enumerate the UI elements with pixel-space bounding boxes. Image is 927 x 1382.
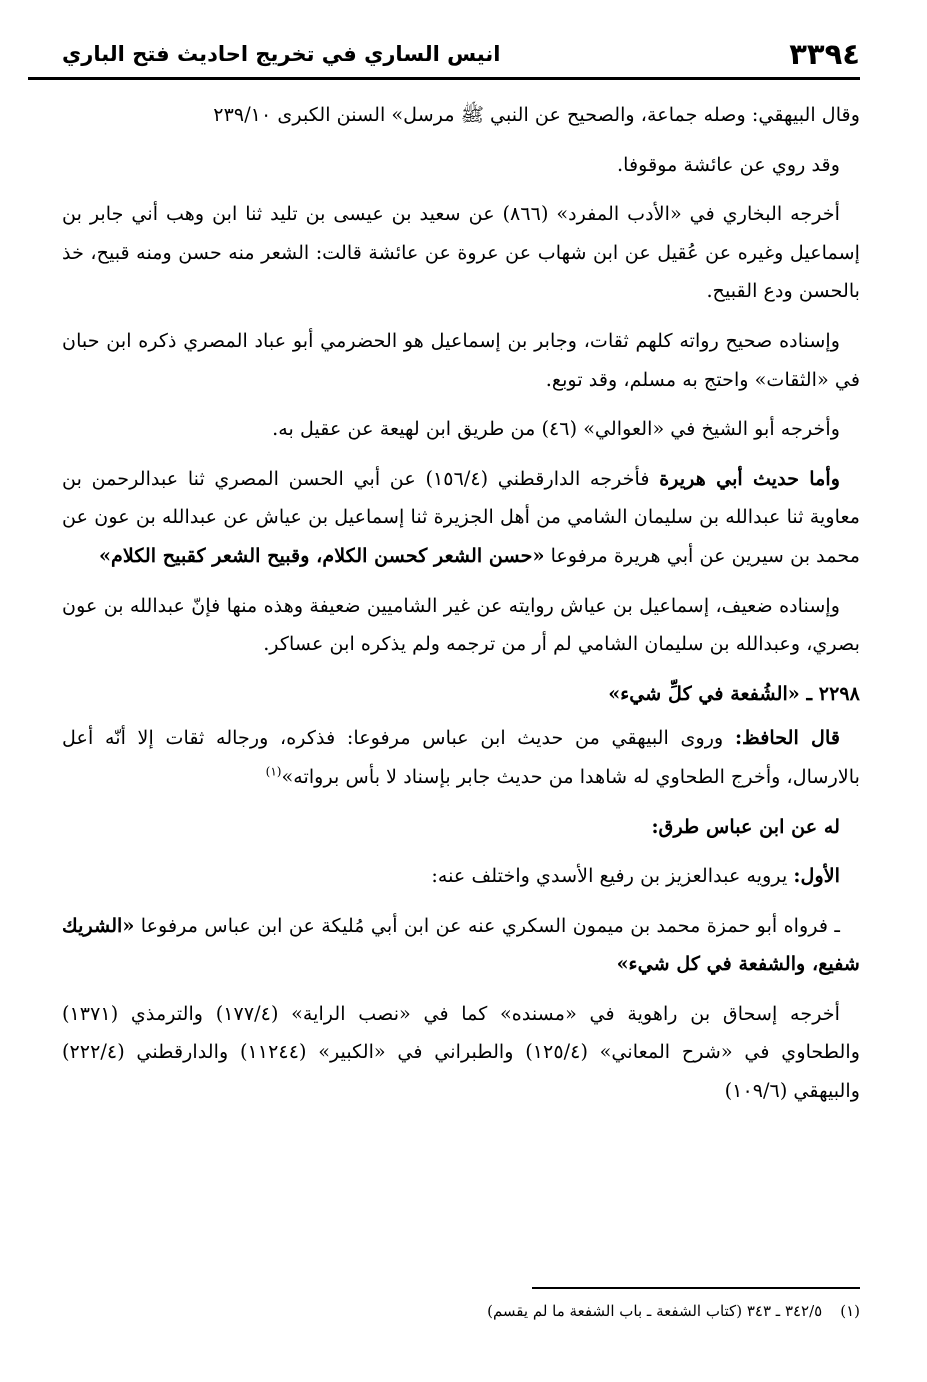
paragraph <box>62 907 860 984</box>
footnote <box>62 1299 860 1323</box>
paragraph: وأخرجه أبو الشيخ في «العوالي» (٤٦) من طريق ابن لهيعة عن عقيل به. <box>272 417 840 441</box>
bold-text: قال الحافظ: <box>734 726 840 750</box>
paragraph-text: يرويه عبدالعزيز بن رفيع الأسدي واختلف عنه: <box>431 864 794 888</box>
paragraph: أخرجه إسحاق بن راهوية في «مسنده» كما في «نصب الراية» (١٧٧/٤) والترمذي (١٣٧١) والطحاوي في «شرح المعاني» (١٢٥/٤) والطبراني في «الكبير» (١١٢٤٤) والدارقطني (٢٢٢/٤) والبيهقي (١٠٩/٦) <box>62 1001 860 1103</box>
bold-text: وأما حديث أبي هريرة <box>659 466 840 490</box>
paragraph <box>62 719 860 796</box>
footnote-ref: (١) <box>265 764 282 779</box>
paragraph: وقال البيهقي: وصله جماعة، والصحيح عن النبي ﷺ مرسل» السنن الكبرى ٢٣٩/١٠ <box>213 103 860 126</box>
section-heading: ٢٢٩٨ ـ «الشُفعة في كلِّ شيء» <box>608 681 860 705</box>
bold-text: الأول: <box>793 864 840 888</box>
page-body <box>62 96 860 1122</box>
paragraph-text: وروى البيهقي من حديث ابن عباس مرفوعا: فذكره، ورجاله ثقات إلا أنّه أعل بالارسال، وأخرج الطحاوي له شاهدا من حديث جابر بإسناد لا بأس برواته» <box>62 726 860 788</box>
paragraph: وقد روي عن عائشة موقوفا. <box>617 152 840 176</box>
paragraph <box>62 857 860 896</box>
book-page <box>62 34 860 1364</box>
paragraph <box>62 460 860 576</box>
hadith-quote: «الشريك شفيع، والشفعة في كل شيء» <box>62 913 860 976</box>
paragraph: أخرجه البخاري في «الأدب المفرد» (٨٦٦) عن سعيد بن عيسى بن تليد ثنا ابن وهب أني جابر بن إسماعيل وغيره عن عُقيل عن ابن شهاب عن عروة عن عائشة قالت: الشعر منه حسن ومنه قبيح، خذ بالحسن ودع القبيح. <box>62 202 860 303</box>
paragraph: وإسناده صحيح رواته كلهم ثقات، وجابر بن إسماعيل هو الحضرمي أبو عباد المصري ذكره ابن حبان في «الثقات» واحتج به مسلم، وقد توبع. <box>62 328 860 391</box>
running-title: انيس الساري في تخريج احاديث فتح الباري <box>62 42 501 66</box>
subheading: له عن ابن عباس طرق: <box>651 814 840 838</box>
page-number: ٣٣٩٤ <box>789 37 860 71</box>
footnote-marker: (١) <box>840 1302 860 1320</box>
paragraph-text: ـ فرواه أبو حمزة محمد بن ميمون السكري عنه عن ابن أبي مُليكة عن ابن عباس مرفوعا <box>134 913 840 937</box>
footnote-text: ٣٤٢/٥ ـ ٣٤٣ (كتاب الشفعة ـ باب الشفعة ما لم يقسم) <box>487 1302 823 1320</box>
page-header <box>62 34 860 74</box>
paragraph: وإسناده ضعيف، إسماعيل بن عياش روايته عن غير الشاميين ضعيفة وهذه منها فإنّ عبدالله بن عون بصري، وعبدالله بن سليمان الشامي لم أر من ترجمه ولم يذكره ابن عساكر. <box>62 593 860 656</box>
hadith-quote: «حسن الشعر كحسن الكلام، وقبيح الشعر كقبيح الكلام» <box>99 543 545 567</box>
paragraph-text: فأخرجه الدارقطني (١٥٦/٤) عن أبي الحسن المصري ثنا عبدالرحمن بن معاوية ثنا عبدالله بن سليمان الشامي من أهل الجزيرة ثنا إسماعيل بن عياش عن عبدالله بن عون عن محمد بن سيرين عن أبي هريرة مرفوعا <box>62 466 860 567</box>
footnote-rule <box>532 1287 860 1289</box>
header-rule <box>28 77 860 80</box>
